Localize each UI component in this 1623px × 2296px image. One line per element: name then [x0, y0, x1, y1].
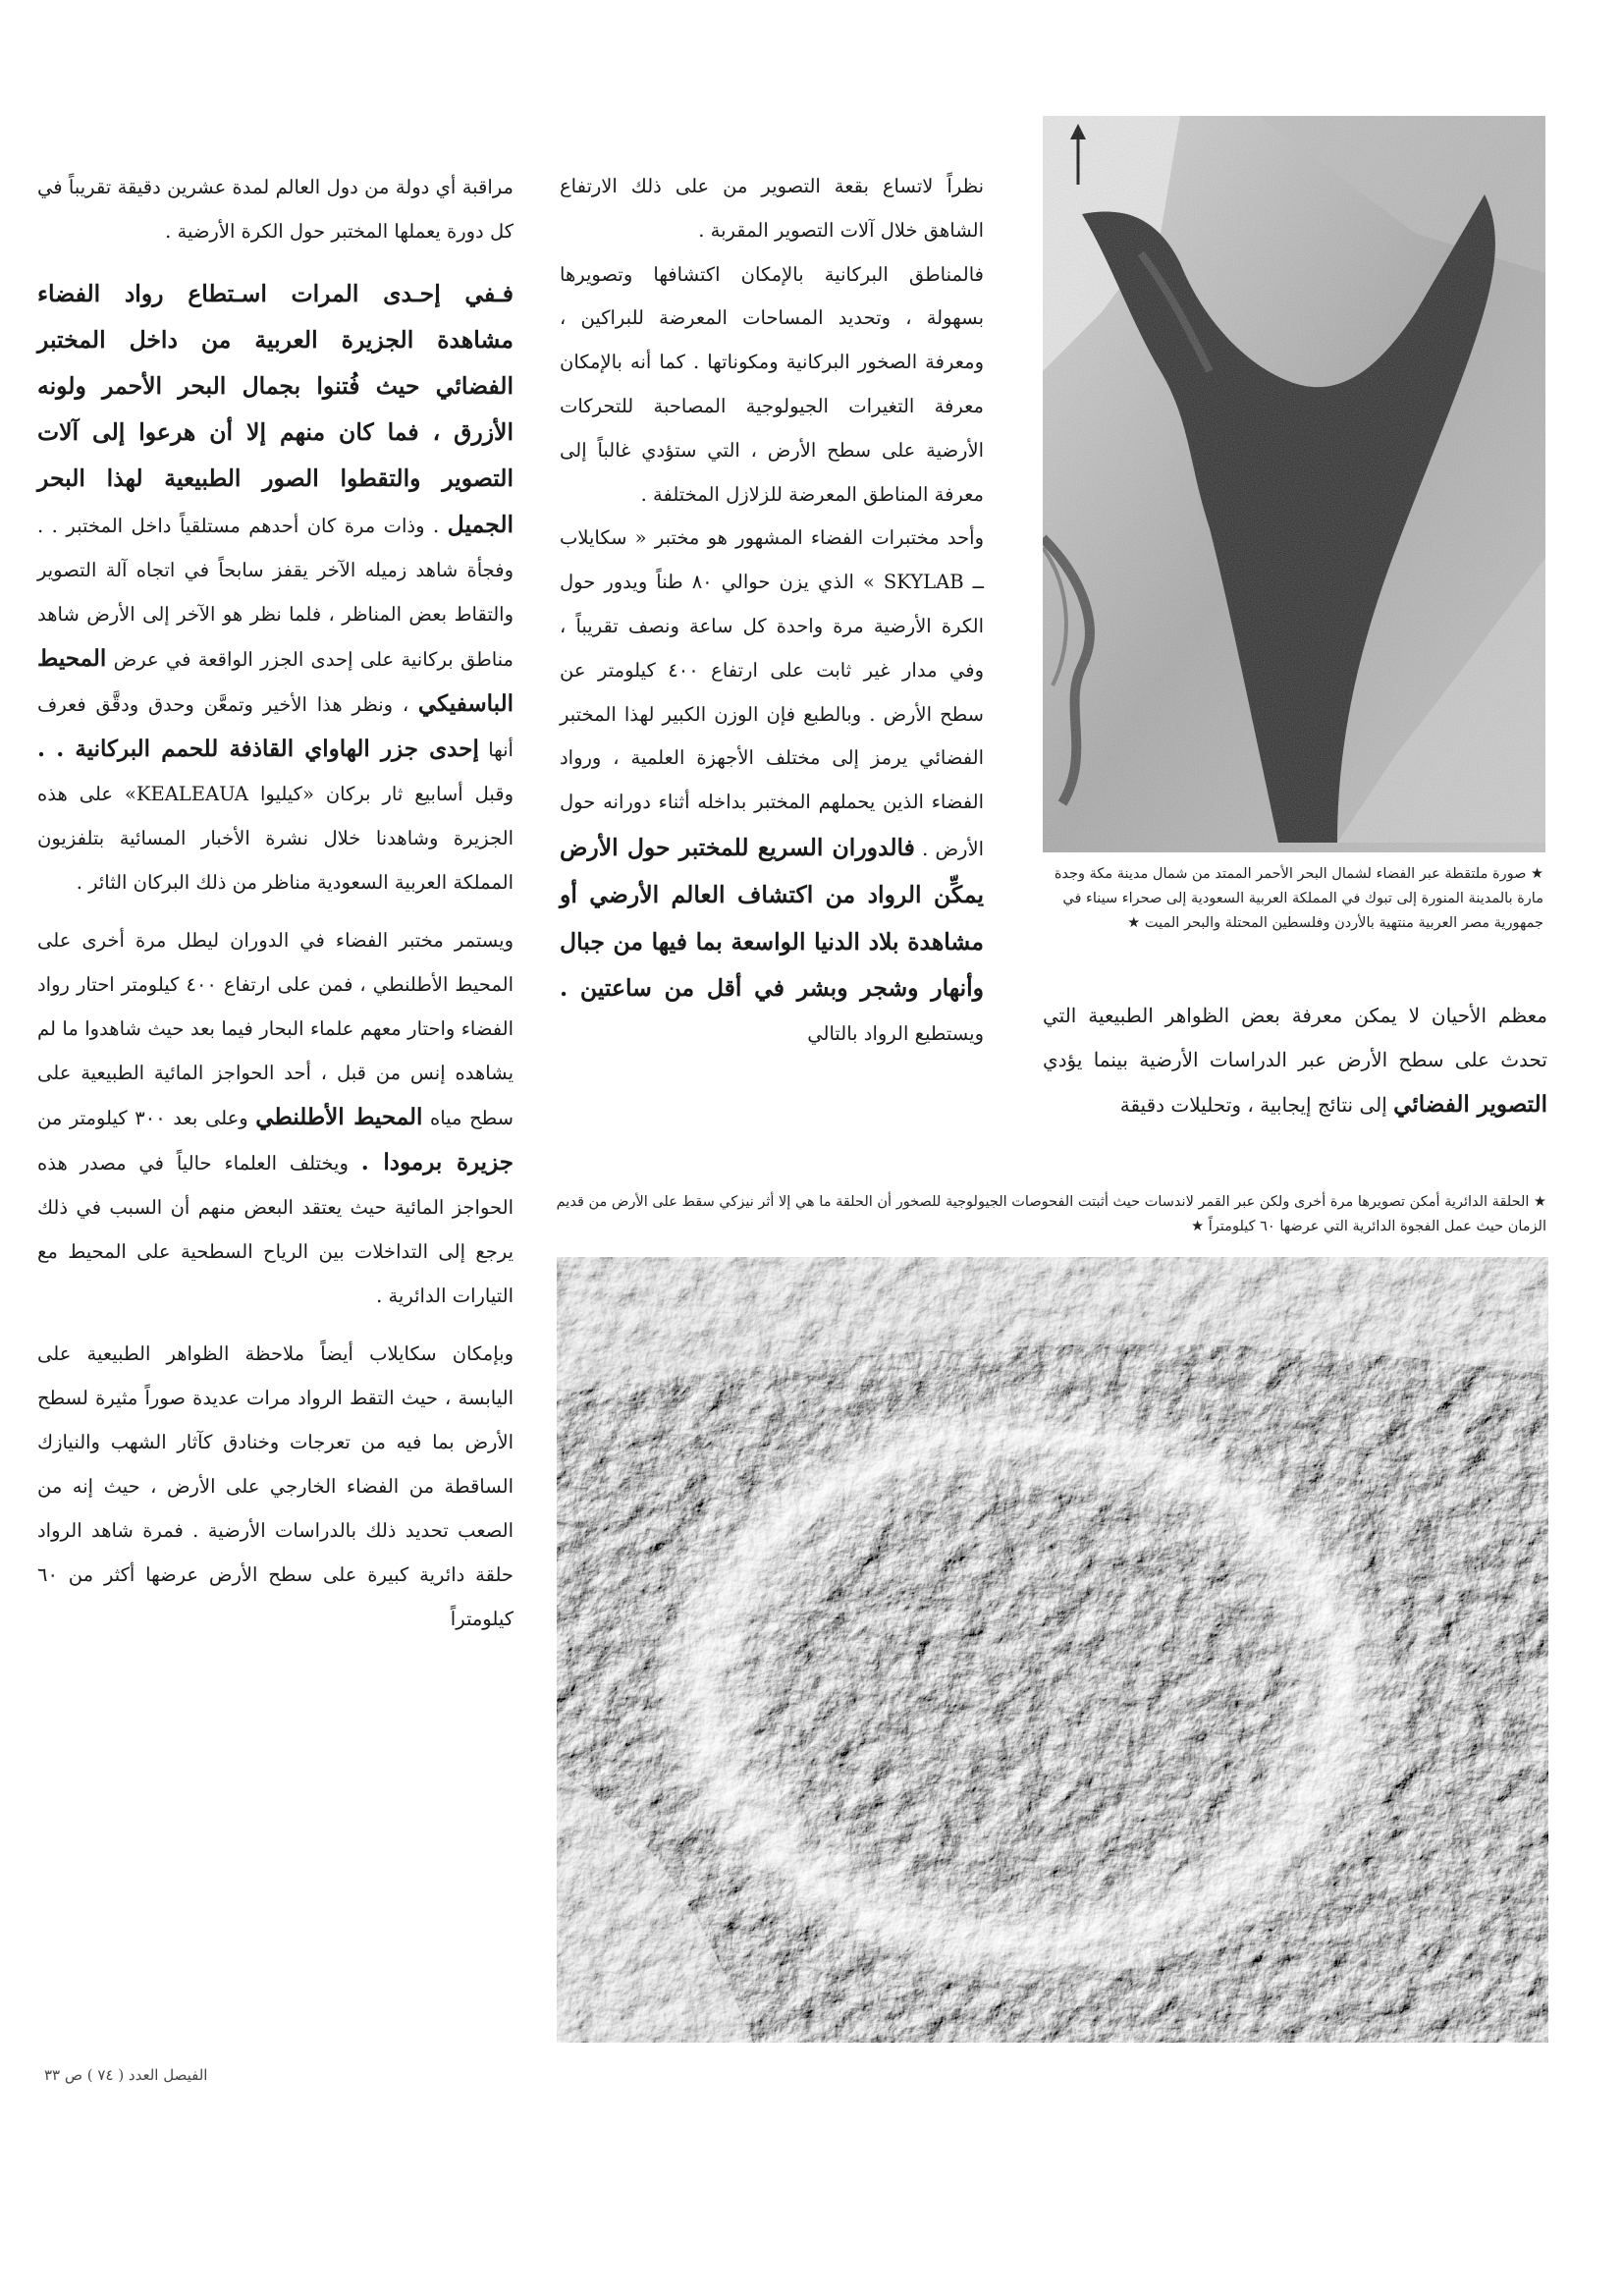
middle-paragraph-3-end: ويستطيع الرواد بالتالي [807, 1022, 984, 1046]
left-paragraph-2-tail: . وذات مرة كان أحدهم مستلقياً داخل المختبر . . وفجأة شاهد زميله الآخر يقفز سابحاً في اتجاه آلة التصوير والتقاط بعض المناظر ، فلما نظر هو الآخر إلى الأرض شاهد مناطق بركانية على إحدى الجزر الواقعة في عرض [37, 515, 514, 671]
middle-column [560, 165, 984, 1057]
crater-photo-graphic [557, 1257, 1548, 2043]
right-paragraph-body: معظم الأحيان لا يمكن معرفة بعض الظواهر الطبيعية التي تحدث على سطح الأرض عبر الدراسات الأرضية بينما يؤدي [1043, 1004, 1547, 1071]
left-paragraph-2-end: وقبل أسابيع ثار بركان «كيليوا KEALEAUA» على هذه الجزيرة وشاهدنا خلال نشرة الأخبار المسائية بتلفزيون المملكة العربية السعودية مناظر من ذلك البركان الثائر . [37, 783, 514, 894]
red-sea-photo-graphic [1043, 116, 1545, 852]
atlantic-highlight: المحيط الأطلنطي [255, 1104, 423, 1130]
left-paragraph-2 [37, 271, 514, 904]
orbit-highlight: فالدوران السريع للمختبر حول الأرض يمكِّن الرواد من اكتشاف العالم الأرضي أو مشاهدة بلاد الدنيا الواسعة بما فيها من جبال وأنهار وشجر وبشر في أقل من ساعتين . [560, 833, 984, 1003]
right-paragraph-end: إلى نتائج إيجابية ، وتحليلات دقيقة [1119, 1093, 1387, 1117]
middle-paragraph-3 [560, 517, 984, 1057]
crater-satellite-photo [557, 1257, 1548, 2043]
left-paragraph-1: مراقبة أي دولة من دول العالم لمدة عشرين دقيقة تقريباً في كل دورة يعملها المختبر حول الكرة الأرضية . [37, 176, 514, 243]
left-column [37, 165, 514, 1641]
space-imaging-highlight: التصوير الفضائي [1393, 1091, 1547, 1118]
right-paragraph [1043, 994, 1547, 1127]
left-paragraph-2-mid: ، ونظر هذا الأخير وتمعَّن وحدق ودقَّق فعرف أنها [37, 693, 514, 761]
left-paragraph-3-end: ويختلف العلماء حالياً في مصدر هذه الحواجز المائية حيث يعتقد البعض منهم أن السبب في ذلك يرجع إلى التداخلات بين الرياح السطحية على المحيط مع التيارات الدائرية . [37, 1152, 514, 1307]
pacific-highlight: المحيط الباسفيكي [37, 645, 514, 717]
left-paragraph-3 [37, 918, 514, 1318]
left-paragraph-3-mid: وعلى بعد ٣٠٠ كيلومتر من [37, 1107, 248, 1129]
red-sea-highlight: فـفي إحـدى المرات اسـتطاع رواد الفضاء مشاهدة الجزيرة العربية من داخل المختبر الفضائي حيث فُتنوا بجمال البحر الأحمر ولونه الأزرق ، فما كان منهم إلا أن هرعوا إلى آلات التصوير والتقطوا الصور الطبيعية لهذا البحر الجميل [37, 280, 514, 538]
middle-paragraph-3-body: وأحد مختبرات الفضاء المشهور هو مختبر « سكايلاب ــ SKYLAB » الذي يزن حوالي ٨٠ طناً ويدور حول الكرة الأرضية مرة واحدة كل ساعة ونصف تقريباً ، وفي مدار غير ثابت على ارتفاع ٤٠٠ كيلومتر عن سطح الأرض . وبالطبع فإن الوزن الكبير لهذا المختبر الفضائي يرمز إلى مختلف الأجهزة العلمية ، ورواد الفضاء الذين يحملهم المختبر بداخله أثناء دورانه حول الأرض . [560, 526, 984, 860]
left-paragraph-4: وبإمكان سكايلاب أيضاً ملاحظة الظواهر الطبيعية على اليابسة ، حيث التقط الرواد مرات عديدة صوراً مثيرة لسطح الأرض بما فيه من تعرجات وخنادق كآثار الشهب والنيازك الساقطة من الفضاء الخارجي على الأرض ، حيث إنه من الصعب تحديد ذلك بالدراسات الأرضية . فمرة شاهد الرواد حلقة دائرية كبيرة على سطح الأرض عرضها أكثر من ٦٠ كيلومتراً [37, 1342, 514, 1630]
left-paragraph-3-start: ويستمر مختبر الفضاء في الدوران ليطل مرة أخرى على المحيط الأطلنطي ، فمن على ارتفاع ٤٠٠ كيلومتر احتار رواد الفضاء واحتار معهم علماء البحار فيما بعد حيث شاهدوا ما لم يشاهده إنس من قبل ، أحد الحواجز المائية الطبيعية على سطح مياه [37, 929, 514, 1129]
middle-paragraph-2: فالمناطق البركانية بالإمكان اكتشافها وتصويرها بسهولة ، وتحديد المساحات المعرضة للبراكين ، ومعرفة الصخور البركانية ومكوناتها . كما أنه بالإمكان معرفة التغيرات الجيولوجية المصاحبة للتحركات الأرضية على سطح الأرض ، التي ستؤدي غالباً إلى معرفة المناطق المعرضة للزلازل المختلفة . [560, 262, 984, 506]
bermuda-highlight: جزيرة برمودا . [360, 1149, 514, 1175]
middle-paragraph-1: نظراً لاتساع بقعة التصوير من على ذلك الارتفاع الشاهق خلال آلات التصوير المقربة . [560, 175, 984, 242]
hawaii-highlight: إحدى جزر الهاواي القاذفة للحمم البركانية . . [37, 736, 479, 762]
crater-caption: ★ الحلقة الدائرية أمكن تصويرها مرة أخرى ولكن عبر القمر لاندسات حيث أثبتت الفحوصات الجيولوجية للصخور أن الحلقة ما هي إلا أثر نيزكي سقط على الأرض من قديم الزمان حيث عمل الفجوة الدائرية التي عرضها ٦٠ كيلومتراً ★ [556, 1194, 1546, 1234]
page-footer: الفيصل العدد ( ٧٤ ) ص ٣٣ [44, 2066, 208, 2084]
right-column [1043, 994, 1547, 1127]
red-sea-caption: ★ صورة ملتقطة عبر الفضاء لشمال البحر الأحمر الممتد من شمال مدينة مكة وجدة مارة بالمدينة المنورة إلى تبوك في المملكة العربية السعودية إلى صحراء سيناء في جمهورية مصر العربية منتهية بالأردن وفلسطين المحتلة والبحر الميت ★ [1054, 866, 1543, 931]
red-sea-satellite-photo [1043, 116, 1545, 852]
